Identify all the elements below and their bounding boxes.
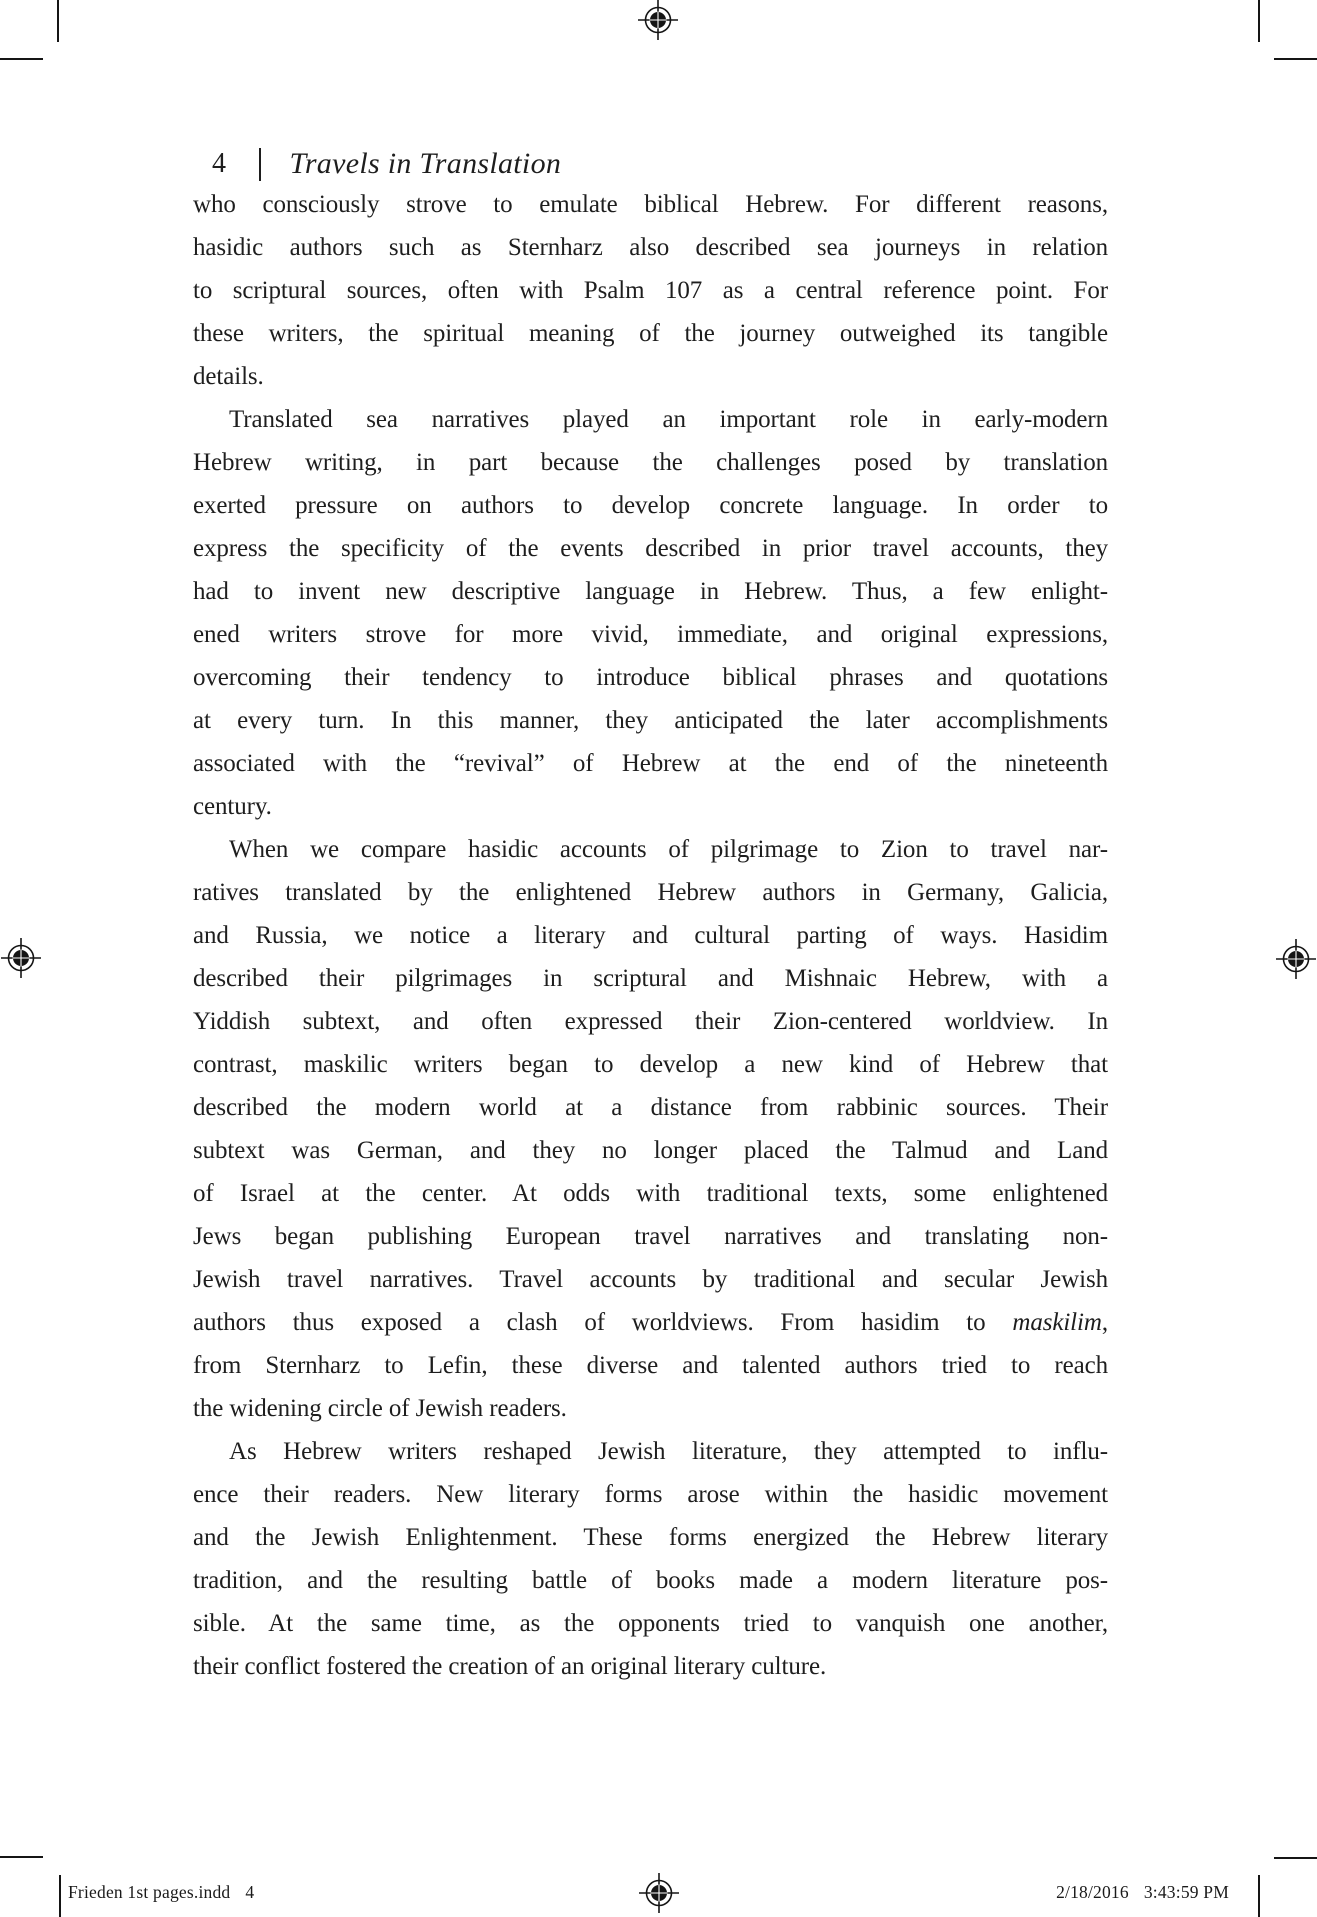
registration-mark-left-icon bbox=[1, 938, 41, 978]
slug-page-number: 4 bbox=[245, 1882, 255, 1902]
body-line: Hebrew writing, in part because the challenges posed by translation bbox=[193, 449, 1108, 476]
body-line: associated with the “revival” of Hebrew at the end of the nineteenth bbox=[193, 750, 1108, 777]
body-line: ened writers strove for more vivid, immediate, and original expressions, bbox=[193, 621, 1108, 648]
header-divider-rule bbox=[259, 148, 261, 181]
body-line: who consciously strove to emulate biblical Hebrew. For different reasons, bbox=[193, 191, 1108, 218]
registration-mark-top-icon bbox=[638, 0, 678, 40]
body-line: described their pilgrimages in scriptural and Mishnaic Hebrew, with a bbox=[193, 965, 1108, 992]
crop-mark-bottom-right-horizontal bbox=[1274, 1857, 1317, 1859]
body-line: of Israel at the center. At odds with traditional texts, some enlightened bbox=[193, 1180, 1108, 1207]
crop-mark-top-right-vertical bbox=[1258, 0, 1260, 42]
body-line: and the Jewish Enlightenment. These forms energized the Hebrew literary bbox=[193, 1524, 1108, 1551]
body-line: tradition, and the resulting battle of books made a modern literature pos- bbox=[193, 1567, 1108, 1594]
crop-mark-bottom-right-vertical bbox=[1258, 1875, 1260, 1917]
body-line: contrast, maskilic writers began to develop a new kind of Hebrew that bbox=[193, 1051, 1108, 1078]
body-line: described the modern world at a distance from rabbinic sources. Their bbox=[193, 1094, 1108, 1121]
slug-date: 2/18/2016 bbox=[1056, 1882, 1129, 1902]
slug-filename: Frieden 1st pages.indd bbox=[68, 1882, 231, 1902]
registration-mark-bottom-icon bbox=[639, 1873, 679, 1913]
body-line: to scriptural sources, often with Psalm 107 as a central reference point. For bbox=[193, 277, 1108, 304]
body-line: Translated sea narratives played an important role in early-modern bbox=[229, 406, 1108, 433]
running-title: Travels in Translation bbox=[289, 147, 562, 180]
running-head bbox=[212, 144, 561, 184]
body-line: sible. At the same time, as the opponents tried to vanquish one another, bbox=[193, 1610, 1108, 1637]
crop-mark-bottom-left-horizontal bbox=[0, 1856, 43, 1858]
body-line: overcoming their tendency to introduce biblical phrases and quotations bbox=[193, 664, 1108, 691]
footer-slug-left bbox=[68, 1882, 254, 1903]
body-line: century. bbox=[193, 793, 272, 820]
slug-time: 3:43:59 PM bbox=[1143, 1882, 1229, 1902]
body-line: the widening circle of Jewish readers. bbox=[193, 1395, 567, 1422]
body-line: subtext was German, and they no longer placed the Talmud and Land bbox=[193, 1137, 1108, 1164]
body-line: exerted pressure on authors to develop concrete language. In order to bbox=[193, 492, 1108, 519]
body-line: Jewish travel narratives. Travel accounts by traditional and secular Jewish bbox=[193, 1266, 1108, 1293]
body-line: When we compare hasidic accounts of pilgrimage to Zion to travel nar- bbox=[229, 836, 1108, 863]
body-line: these writers, the spiritual meaning of the journey outweighed its tangible bbox=[193, 320, 1108, 347]
crop-mark-top-left-horizontal bbox=[0, 58, 43, 60]
registration-mark-right-icon bbox=[1276, 939, 1316, 979]
body-line: authors thus exposed a clash of worldviews. From hasidim to maskilim, bbox=[193, 1309, 1108, 1336]
body-line: and Russia, we notice a literary and cultural parting of ways. Hasidim bbox=[193, 922, 1108, 949]
crop-mark-bottom-left-vertical bbox=[59, 1875, 61, 1917]
body-line: As Hebrew writers reshaped Jewish literature, they attempted to influ- bbox=[229, 1438, 1108, 1465]
crop-mark-top-right-horizontal bbox=[1274, 58, 1317, 60]
crop-mark-top-left-vertical bbox=[57, 0, 59, 42]
body-line: Yiddish subtext, and often expressed their Zion-centered worldview. In bbox=[193, 1008, 1108, 1035]
body-line: express the specificity of the events described in prior travel accounts, they bbox=[193, 535, 1108, 562]
page-number: 4 bbox=[212, 148, 227, 179]
body-line: Jews began publishing European travel narratives and translating non- bbox=[193, 1223, 1108, 1250]
body-line: from Sternharz to Lefin, these diverse and talented authors tried to reach bbox=[193, 1352, 1108, 1379]
body-line: ratives translated by the enlightened Hebrew authors in Germany, Galicia, bbox=[193, 879, 1108, 906]
body-text bbox=[193, 183, 1108, 1688]
body-line: their conflict fostered the creation of an original literary culture. bbox=[193, 1653, 827, 1680]
footer-slug-right bbox=[1056, 1882, 1229, 1903]
body-line: had to invent new descriptive language in Hebrew. Thus, a few enlight- bbox=[193, 578, 1108, 605]
body-line: at every turn. In this manner, they anticipated the later accomplishments bbox=[193, 707, 1108, 734]
body-line: details. bbox=[193, 363, 264, 390]
body-line: hasidic authors such as Sternharz also described sea journeys in relation bbox=[193, 234, 1108, 261]
body-line: ence their readers. New literary forms arose within the hasidic movement bbox=[193, 1481, 1108, 1508]
